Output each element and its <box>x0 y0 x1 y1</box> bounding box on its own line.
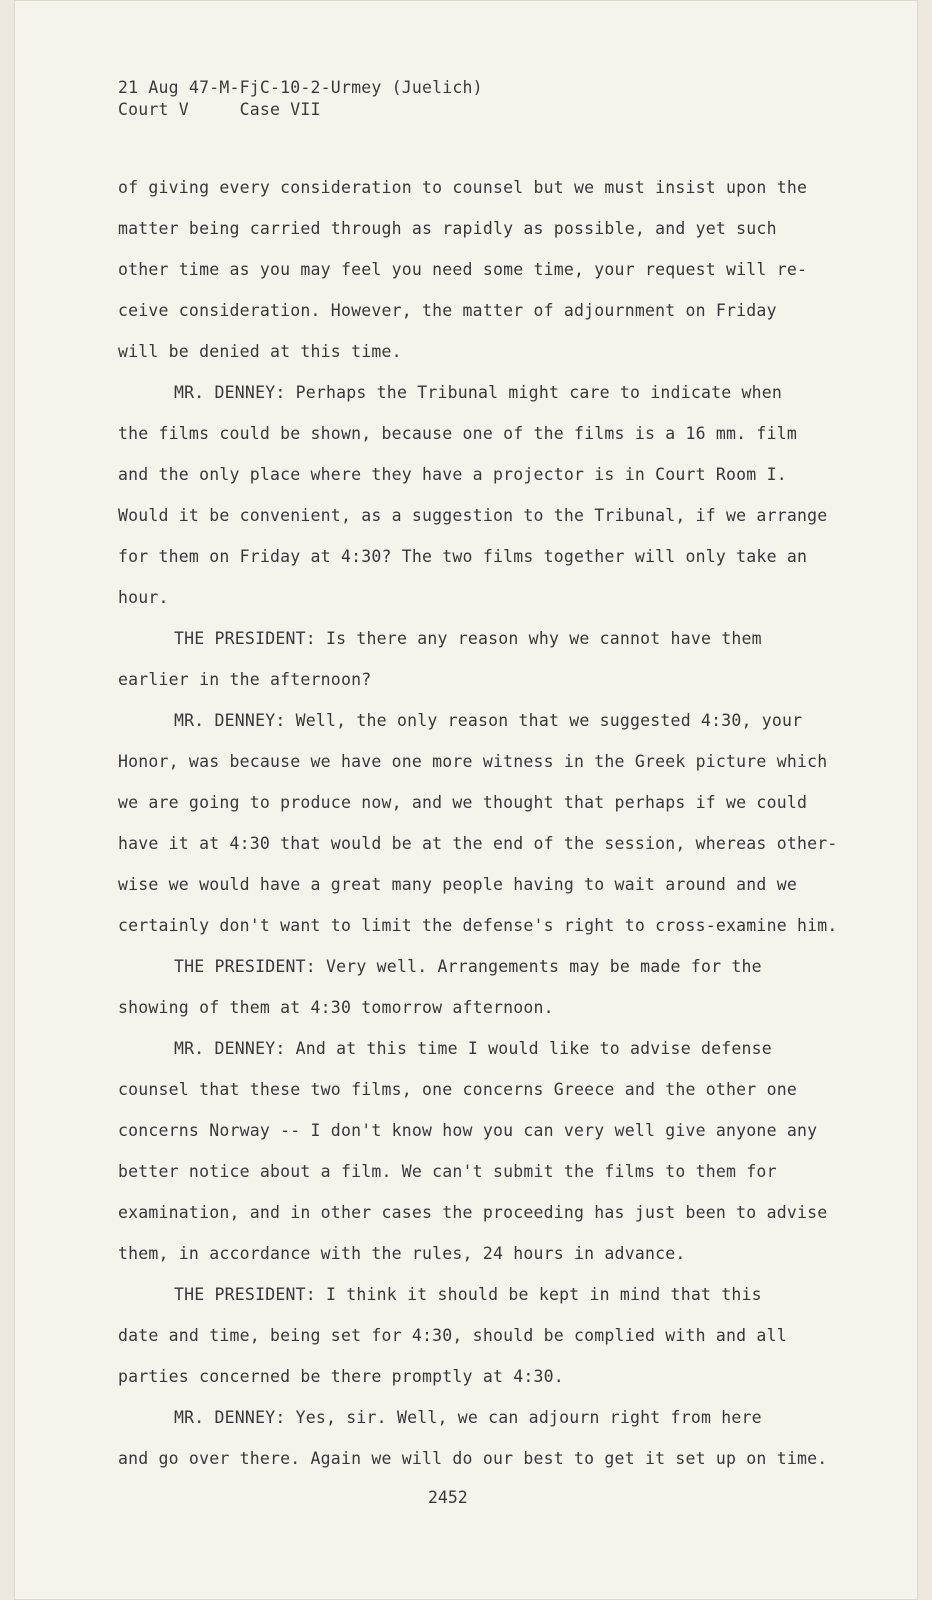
text-line: concerns Norway -- I don't know how you can very well give anyone any <box>118 1121 818 1140</box>
text-line: we are going to produce now, and we thought that perhaps if we could <box>118 793 808 812</box>
text-line-speaker: THE PRESIDENT: Is there any reason why we cannot have them <box>174 629 762 648</box>
transcript-sheet <box>14 0 918 1600</box>
text-line: examination, and in other cases the proceeding has just been to advise <box>118 1203 828 1222</box>
text-line: date and time, being set for 4:30, should be complied with and all <box>118 1326 787 1345</box>
text-line-speaker: THE PRESIDENT: Very well. Arrangements may be made for the <box>174 957 762 976</box>
text-line-speaker: THE PRESIDENT: I think it should be kept in mind that this <box>174 1285 762 1304</box>
text-line: matter being carried through as rapidly as possible, and yet such <box>118 219 777 238</box>
text-line: hour. <box>118 588 169 607</box>
text-line: Would it be convenient, as a suggestion to the Tribunal, if we arrange <box>118 506 828 525</box>
text-line: of giving every consideration to counsel but we must insist upon the <box>118 178 808 197</box>
text-line: ceive consideration. However, the matter of adjournment on Friday <box>118 301 777 320</box>
text-line: counsel that these two films, one concerns Greece and the other one <box>118 1080 797 1099</box>
document-page <box>14 0 918 1600</box>
text-line: earlier in the afternoon? <box>118 670 372 689</box>
text-line-speaker: MR. DENNEY: And at this time I would like to advise defense <box>174 1039 772 1058</box>
text-line: Honor, was because we have one more witness in the Greek picture which <box>118 752 828 771</box>
text-line: for them on Friday at 4:30? The two films together will only take an <box>118 547 808 566</box>
page-number: 2452 <box>428 1488 468 1507</box>
text-line: will be denied at this time. <box>118 342 402 361</box>
text-line: have it at 4:30 that would be at the end of the session, whereas other- <box>118 834 838 853</box>
text-line: and the only place where they have a projector is in Court Room I. <box>118 465 787 484</box>
text-line: other time as you may feel you need some time, your request will re- <box>118 260 808 279</box>
header-date-line: 21 Aug 47-M-FjC-10-2-Urmey (Juelich) <box>118 78 483 97</box>
text-line-speaker: MR. DENNEY: Perhaps the Tribunal might care to indicate when <box>174 383 783 402</box>
text-line-speaker: MR. DENNEY: Yes, sir. Well, we can adjourn right from here <box>174 1408 762 1427</box>
text-line: the films could be shown, because one of the films is a 16 mm. film <box>118 424 797 443</box>
header-court-case: Court V Case VII <box>118 100 321 119</box>
text-line: and go over there. Again we will do our best to get it set up on time. <box>118 1449 828 1468</box>
text-line: them, in accordance with the rules, 24 hours in advance. <box>118 1244 686 1263</box>
text-line: parties concerned be there promptly at 4:30. <box>118 1367 564 1386</box>
text-line: showing of them at 4:30 tomorrow afternoon. <box>118 998 554 1017</box>
text-line: better notice about a film. We can't submit the films to them for <box>118 1162 777 1181</box>
text-line: wise we would have a great many people having to wait around and we <box>118 875 797 894</box>
text-line: certainly don't want to limit the defense's right to cross-examine him. <box>118 916 838 935</box>
text-line-speaker: MR. DENNEY: Well, the only reason that we suggested 4:30, your <box>174 711 803 730</box>
